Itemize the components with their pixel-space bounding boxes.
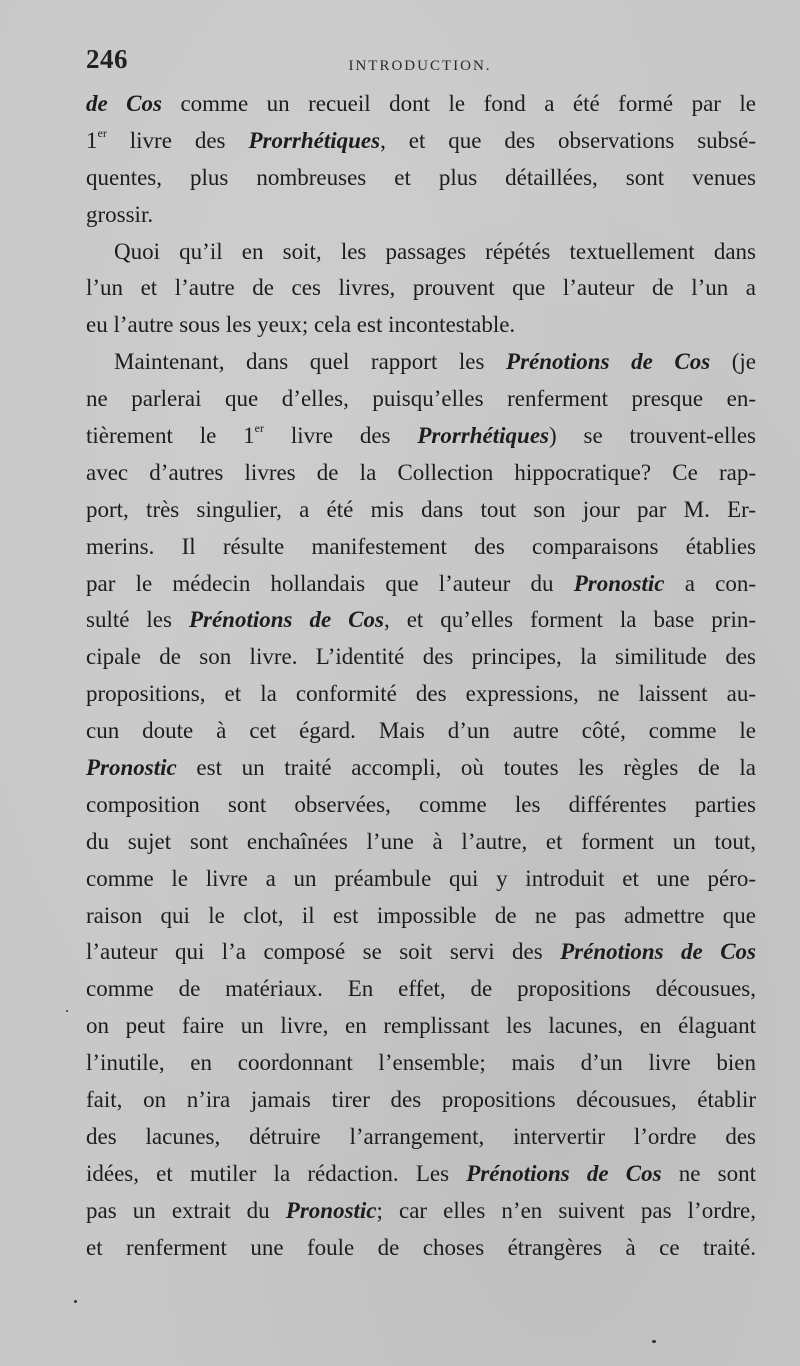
text-line xyxy=(86,676,756,713)
paper-speck xyxy=(66,1010,68,1012)
text-run: tièrement le 1 xyxy=(86,423,255,449)
text-run: , et qu’elles forment la base prin- xyxy=(383,607,756,633)
text-run: merins. Il résulte manifestement des comparaisons établies xyxy=(86,533,756,559)
text-run: des lacunes, détruire l’arrangement, intervertir l’ordre des xyxy=(86,1123,756,1149)
text-line xyxy=(86,197,756,234)
text-line xyxy=(86,1082,756,1119)
text-run: eu l’autre sous les yeux; cela est incontestable. xyxy=(86,312,516,338)
text-line xyxy=(86,824,756,861)
text-run: , et que des observations subsé- xyxy=(380,127,756,153)
text-line xyxy=(86,713,756,750)
text-run: composition sont observées, comme les différentes parties xyxy=(86,791,756,817)
text-run: raison qui le clot, il est impossible de ne pas admettre que xyxy=(86,902,756,928)
text-run: du sujet sont enchaînées l’une à l’autre, et forment un tout, xyxy=(86,828,756,854)
paper-speck xyxy=(74,1300,77,1303)
text-line xyxy=(86,861,756,898)
text-line xyxy=(86,1230,756,1267)
text-run: par le médecin hollandais que l’auteur du xyxy=(86,570,574,596)
text-run: Maintenant, dans quel rapport les xyxy=(114,349,507,375)
italic-title: Prénotions de Cos xyxy=(506,349,711,375)
text-line xyxy=(86,455,756,492)
running-head: INTRODUCTION. xyxy=(348,58,492,74)
text-run: cun doute à cet égard. Mais d’un autre côté, comme le xyxy=(86,718,756,744)
italic-title: Prénotions de Cos xyxy=(560,939,756,965)
text-line xyxy=(86,750,756,787)
text-line xyxy=(86,123,756,160)
text-line xyxy=(86,602,756,639)
text-run: livre des xyxy=(106,127,249,153)
italic-title: de Cos xyxy=(86,91,162,116)
text-run: sulté les xyxy=(86,607,189,633)
text-run: et renferment une foule de choses étrangères à ce traité. xyxy=(86,1234,756,1260)
text-line xyxy=(86,307,756,344)
paper-speck xyxy=(652,1340,656,1343)
text-line xyxy=(86,270,756,307)
text-line xyxy=(86,529,756,566)
text-line xyxy=(86,86,756,123)
superscript: er xyxy=(254,421,264,436)
text-line xyxy=(86,1193,756,1230)
italic-title: Prénotions de Cos xyxy=(466,1160,662,1186)
text-line xyxy=(86,1119,756,1156)
text-run: l’un et l’autre de ces livres, prouvent que l’auteur de l’un a xyxy=(86,275,756,301)
text-run: est un traité accompli, où toutes les règles de la xyxy=(176,755,756,781)
text-run: port, très singulier, a été mis dans tout son jour par M. Er- xyxy=(86,496,756,522)
text-run: ne parlerai que d’elles, puisqu’elles renferment presque en- xyxy=(86,386,756,412)
text-run: cipale de son livre. L’identité des principes, la similitude des xyxy=(86,644,756,670)
page-number: 246 xyxy=(86,44,128,74)
text-line xyxy=(86,934,756,971)
text-run: ne sont xyxy=(661,1160,756,1186)
text-line xyxy=(86,492,756,529)
text-line xyxy=(86,971,756,1008)
text-run: on peut faire un livre, en remplissant les lacunes, en élaguant xyxy=(86,1013,756,1039)
body-text xyxy=(86,86,756,1267)
italic-title: Prénotions de Cos xyxy=(188,607,384,633)
text-run: ) se trouvent-elles xyxy=(549,423,756,449)
italic-title: Prorrhétiques xyxy=(248,127,381,153)
text-run: pas un extrait du xyxy=(86,1197,286,1223)
italic-title: Prorrhétiques xyxy=(417,423,549,449)
text-line xyxy=(86,344,756,381)
text-line xyxy=(86,234,756,271)
text-run: idées, et mutiler la rédaction. Les xyxy=(86,1160,467,1186)
text-run: a con- xyxy=(664,570,756,596)
text-run: ; car elles n’en suivent pas l’ordre, xyxy=(376,1197,756,1223)
text-line xyxy=(86,898,756,935)
text-run: comme un recueil dont le fond a été formé par le xyxy=(161,91,756,116)
text-run: grossir. xyxy=(86,201,154,227)
text-line xyxy=(86,160,756,197)
text-run: l’inutile, en coordonnant l’ensemble; mais d’un livre bien xyxy=(86,1050,756,1076)
text-line xyxy=(86,1156,756,1193)
text-run: Quoi qu’il en soit, les passages répétés textuellement dans xyxy=(114,238,756,264)
text-run: quentes, plus nombreuses et plus détaillées, sont venues xyxy=(86,164,756,190)
text-line xyxy=(86,639,756,676)
italic-title: Pronostic xyxy=(285,1197,377,1223)
text-run: l’auteur qui l’a composé se soit servi des xyxy=(86,939,561,965)
text-line xyxy=(86,566,756,603)
text-run: avec d’autres livres de la Collection hippocratique? Ce rap- xyxy=(86,459,756,485)
superscript: er xyxy=(97,126,107,141)
text-line xyxy=(86,418,756,455)
italic-title: Pronostic xyxy=(86,755,177,781)
text-run: 1 xyxy=(86,127,98,153)
text-run: (je xyxy=(710,349,756,375)
text-line xyxy=(86,1045,756,1082)
italic-title: Pronostic xyxy=(573,570,665,596)
text-run: fait, on n’ira jamais tirer des propositions décousues, établir xyxy=(86,1087,756,1113)
text-run: comme de matériaux. En effet, de propositions décousues, xyxy=(86,976,756,1002)
text-run: propositions, et la conformité des expressions, ne laissent au- xyxy=(86,681,756,707)
text-line xyxy=(86,1008,756,1045)
text-run: comme le livre a un préambule qui y introduit et une péro- xyxy=(86,865,756,891)
text-run: livre des xyxy=(263,423,418,449)
text-line xyxy=(86,787,756,824)
page-header xyxy=(84,44,756,80)
text-line xyxy=(86,381,756,418)
